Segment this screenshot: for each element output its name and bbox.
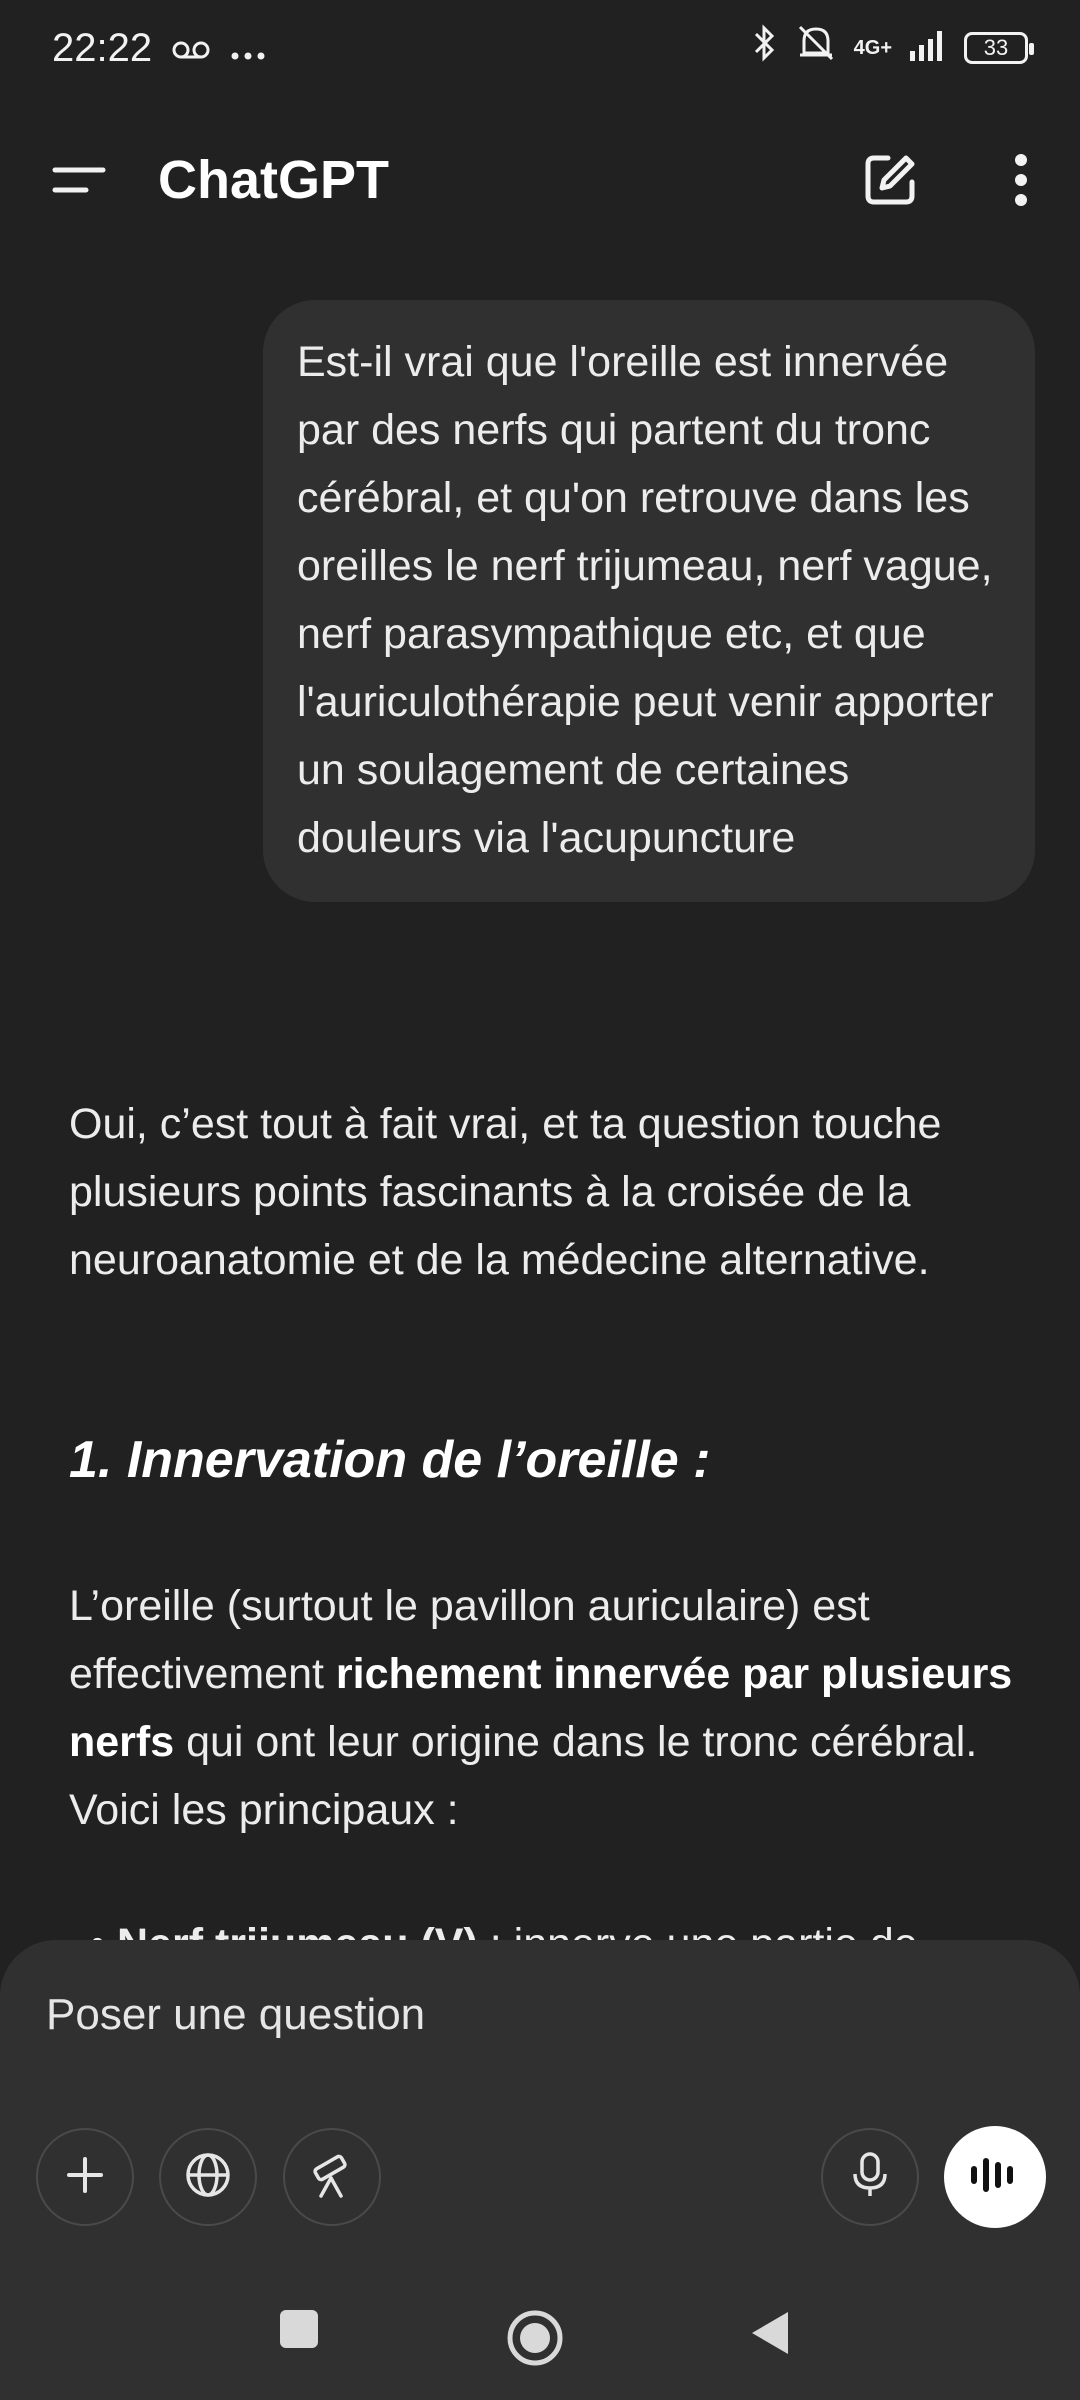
home-icon[interactable] [505,2308,565,2368]
assistant-paragraph [69,1572,1029,1844]
status-bar [0,0,1080,96]
paragraph-bold: richement innervée par plusieurs nerfs [69,1650,1013,1766]
paragraph-text-2: qui ont leur origine dans le tronc cérébral. Voici les principaux : [69,1718,978,1834]
network-label: 4G+ [853,36,892,59]
voice-mode-icon [968,2155,1022,2200]
assistant-intro: Oui, c’est tout à fait vrai, et ta question touche plusieurs points fascinants à la croisée de la neuroanatomie et de la médecine alternative. [69,1100,942,1284]
more-dots-icon [230,26,266,71]
globe-icon [184,2151,232,2204]
app-title: ChatGPT [158,150,390,210]
back-icon[interactable] [748,2308,792,2358]
add-button[interactable] [36,2128,134,2226]
assistant-message [69,1090,1029,1294]
edit-icon[interactable] [862,152,918,208]
battery-level: 33 [983,35,1009,60]
dictation-button[interactable] [821,2128,919,2226]
message-input[interactable]: Poser une question [46,1990,426,2039]
system-nav-bar [0,2280,1080,2390]
mic-icon [850,2150,890,2205]
deep-research-button[interactable] [283,2128,381,2226]
signal-icon [908,26,948,71]
app-header [0,120,1080,240]
voicemail-icon [172,26,210,71]
kebab-icon[interactable] [1014,153,1028,207]
web-search-button[interactable] [159,2128,257,2226]
muted-bell-icon [794,23,838,73]
assistant-heading: 1. Innervation de l’oreille : [69,1431,711,1489]
menu-icon[interactable] [52,163,106,197]
bluetooth-icon [752,24,778,72]
plus-icon [65,2155,105,2200]
paragraph-text-1: L’oreille (surtout le pavillon auriculaire) est effectivement [69,1582,870,1698]
recents-icon[interactable] [278,2308,320,2350]
user-message: Est-il vrai que l'oreille est innervée par des nerfs qui partent du tronc cérébral, et qu'on retrouve dans les oreilles le nerf trijumeau, nerf vague, nerf parasympathique etc, et que l'auriculothérapie peut venir apporter un soulagement de certaines douleurs via l'acupuncture [263,300,1035,902]
battery-icon [964,32,1028,64]
telescope-icon [307,2150,357,2205]
voice-mode-button[interactable] [944,2126,1046,2228]
status-time: 22:22 [52,25,153,70]
